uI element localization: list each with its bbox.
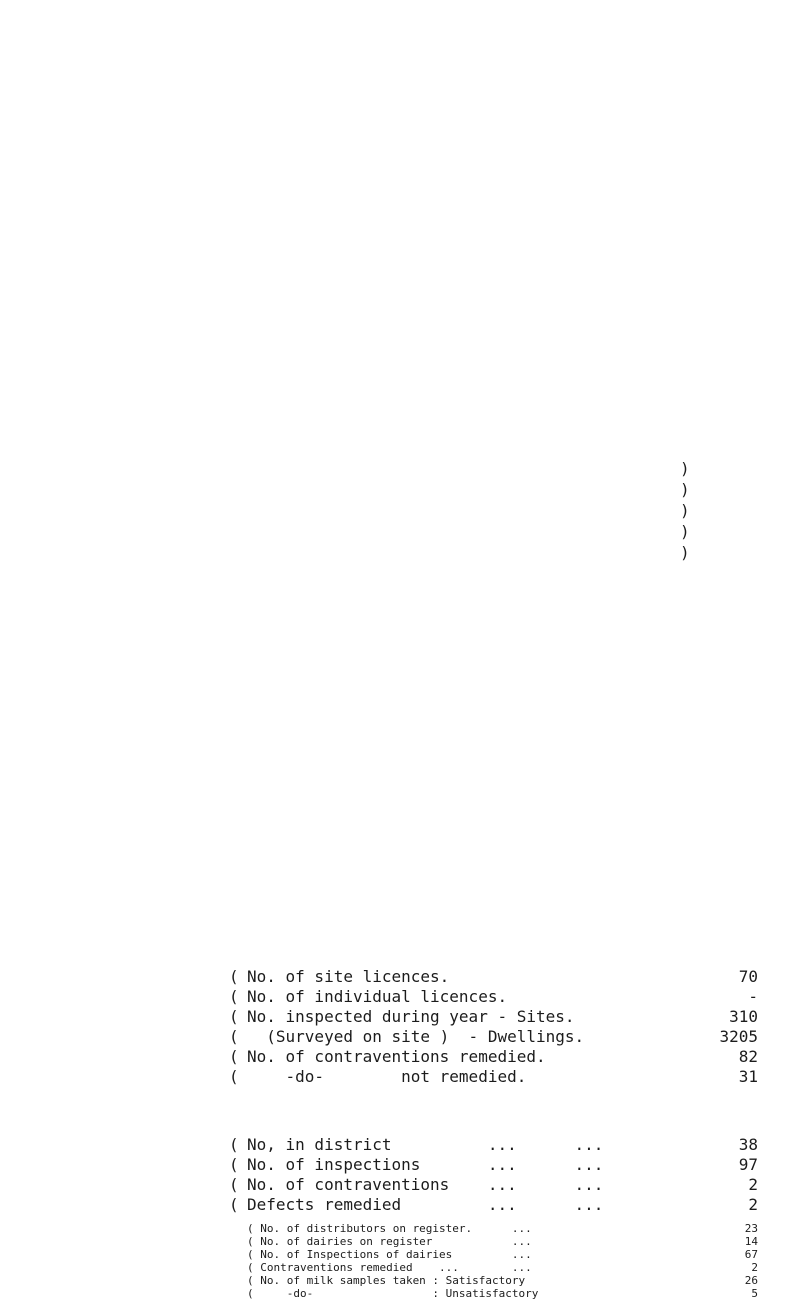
bakehouses-row-value: 2 [748, 1175, 758, 1194]
bakehouses-row-value: 97 [738, 1155, 758, 1174]
milk-row-label: ( No. of milk samples taken : Satisfactory [247, 1274, 526, 1287]
moveable-bracket: ( [229, 967, 239, 986]
milk-row-label: ( Contraventions remedied ... ... [247, 1261, 532, 1274]
overcrowding-bracket: ) ) ) ) ) [680, 459, 690, 562]
milk-row-label: ( No. of Inspections of dairies ... [247, 1248, 532, 1261]
moveable-row-value: 82 [738, 1047, 758, 1066]
milk-row-label: ( No. of distributors on register. ... [247, 1222, 532, 1235]
moveable-row-label: No. of individual licences. [247, 987, 508, 1006]
moveable-bracket: ( [229, 987, 239, 1006]
moveable-row-value: 310 [729, 1007, 758, 1026]
moveable-row-value: - [748, 987, 758, 1006]
milk-row-value: 67 [744, 1248, 758, 1261]
moveable-row-label: (Surveyed on site ) - Dwellings. [247, 1027, 585, 1046]
moveable-bracket: ( [229, 1047, 239, 1066]
moveable-row-label: No. of site licences. [247, 967, 450, 986]
milk-row-value: 26 [744, 1274, 758, 1287]
milk-row-value: 14 [744, 1235, 758, 1248]
milk-row-value: 23 [744, 1222, 758, 1235]
bakehouses-row-label: Defects remedied ... ... [247, 1195, 604, 1214]
bakehouses-row-label: No, in district ... ... [247, 1135, 604, 1154]
milk-row-label: ( No. of dairies on register ... [247, 1235, 532, 1248]
bakehouses-row-label: No. of inspections ... ... [247, 1155, 604, 1174]
moveable-row-label: -do- not remedied. [247, 1067, 527, 1086]
milk-row-value: 5 [751, 1287, 758, 1300]
moveable-row-value: 31 [738, 1067, 758, 1086]
bakehouses-bracket: ( [229, 1155, 239, 1174]
bakehouses-row-value: 38 [738, 1135, 758, 1154]
bakehouses-bracket: ( [229, 1195, 239, 1214]
moveable-row-label: No. inspected during year - Sites. [247, 1007, 575, 1026]
bakehouses-row-value: 2 [748, 1195, 758, 1214]
bakehouses-bracket: ( [229, 1175, 239, 1194]
moveable-bracket: ( [229, 1067, 239, 1086]
moveable-row-value: 3205 [719, 1027, 758, 1046]
bakehouses-row-label: No. of contraventions ... ... [247, 1175, 604, 1194]
moveable-bracket: ( [229, 1007, 239, 1026]
moveable-bracket: ( [229, 1027, 239, 1046]
moveable-row-value: 70 [738, 967, 758, 986]
bakehouses-bracket: ( [229, 1135, 239, 1154]
milk-row-value: 2 [751, 1261, 758, 1274]
milk-row-label: ( -do- : Unsatisfactory [247, 1287, 539, 1300]
moveable-row-label: No. of contraventions remedied. [247, 1047, 546, 1066]
